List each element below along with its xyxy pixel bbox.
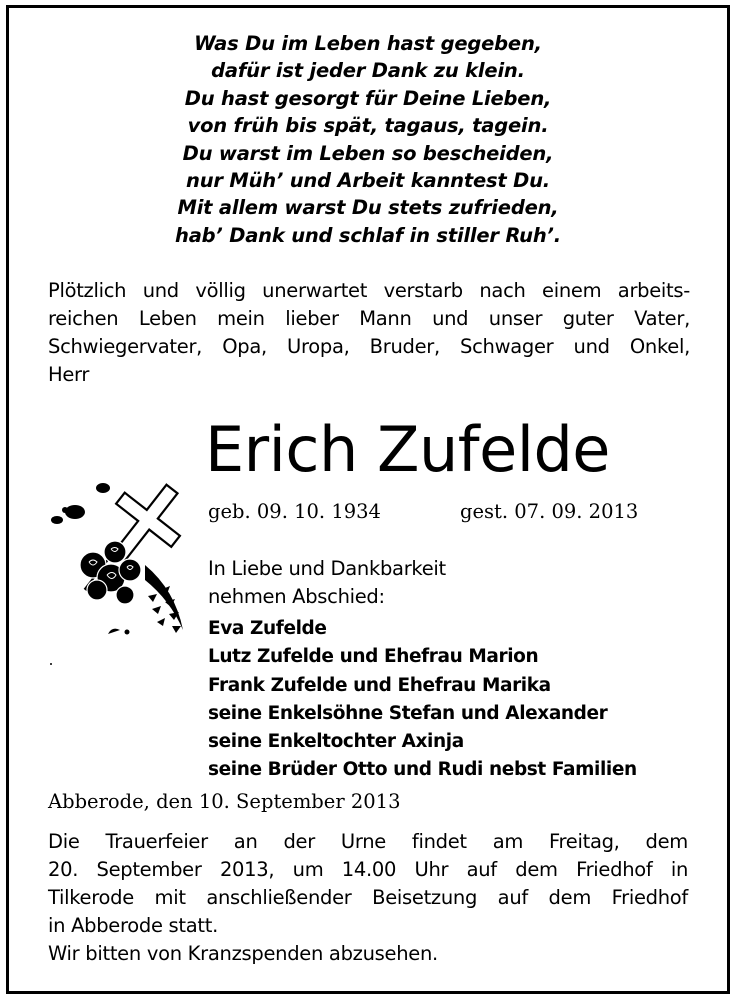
funeral-info — [48, 828, 688, 968]
farewell-line: nehmen Abschied: — [208, 585, 385, 608]
poem-line: von früh bis spät, tagaus, tagein. — [187, 114, 549, 138]
mourner-item: seine Enkelsöhne Stefan und Alexander — [208, 702, 608, 724]
farewell-text — [208, 555, 446, 611]
funeral-line: in Abberode statt. — [48, 914, 219, 937]
poem-line: nur Müh’ und Arbeit kanntest Du. — [186, 169, 550, 193]
poem-line: Du hast gesorgt für Deine Lieben, — [184, 86, 552, 110]
death-date: gest. 07. 09. 2013 — [460, 500, 639, 523]
funeral-line: Tilkerode mit anschließender Beisetzung auf dem Friedhof — [48, 886, 688, 909]
mourner-item: seine Enkeltochter Axinja — [208, 731, 464, 753]
poem — [0, 30, 736, 249]
poem-line: hab’ Dank und schlaf in stiller Ruh’. — [175, 223, 561, 247]
funeral-line: Die Trauerfeier an der Urne findet am Freitag, dem — [48, 830, 688, 853]
poem-line: dafür ist jeder Dank zu klein. — [211, 59, 525, 83]
intro-line: Schwiegervater, Opa, Uropa, Bruder, Schwager und Onkel, — [48, 335, 690, 358]
deceased-name: Erich Zufelde — [205, 413, 610, 486]
funeral-line: 20. September 2013, um 14.00 Uhr auf dem Friedhof in — [48, 858, 688, 881]
intro-line: Herr — [48, 363, 90, 386]
mourner-item: seine Brüder Otto und Rudi nebst Familien — [208, 759, 637, 781]
mourners-list — [208, 615, 637, 785]
mourner-item: Eva Zufelde — [208, 618, 327, 639]
mourner-item: Lutz Zufelde und Ehefrau Marion — [208, 646, 539, 668]
poem-line: Mit allem warst Du stets zufrieden, — [177, 196, 559, 220]
intro-line: reichen Leben mein lieber Mann und unser guter Vater, — [48, 307, 690, 330]
intro-line: Plötzlich und völlig unerwartet verstarb nach einem arbeits- — [48, 279, 690, 302]
mourner-item: Frank Zufelde und Ehefrau Marika — [208, 674, 551, 696]
birth-date: geb. 09. 10. 1934 — [208, 500, 381, 523]
farewell-line: In Liebe und Dankbarkeit — [208, 557, 446, 580]
poem-line: Du warst im Leben so bescheiden, — [182, 141, 554, 165]
place-date: Abberode, den 10. September 2013 — [48, 790, 401, 813]
poem-line: Was Du im Leben hast gegeben, — [194, 32, 542, 55]
funeral-line: Wir bitten von Kranzspenden abzusehen. — [48, 942, 438, 965]
cross-with-roses-icon — [45, 470, 195, 670]
intro-text — [48, 277, 690, 389]
